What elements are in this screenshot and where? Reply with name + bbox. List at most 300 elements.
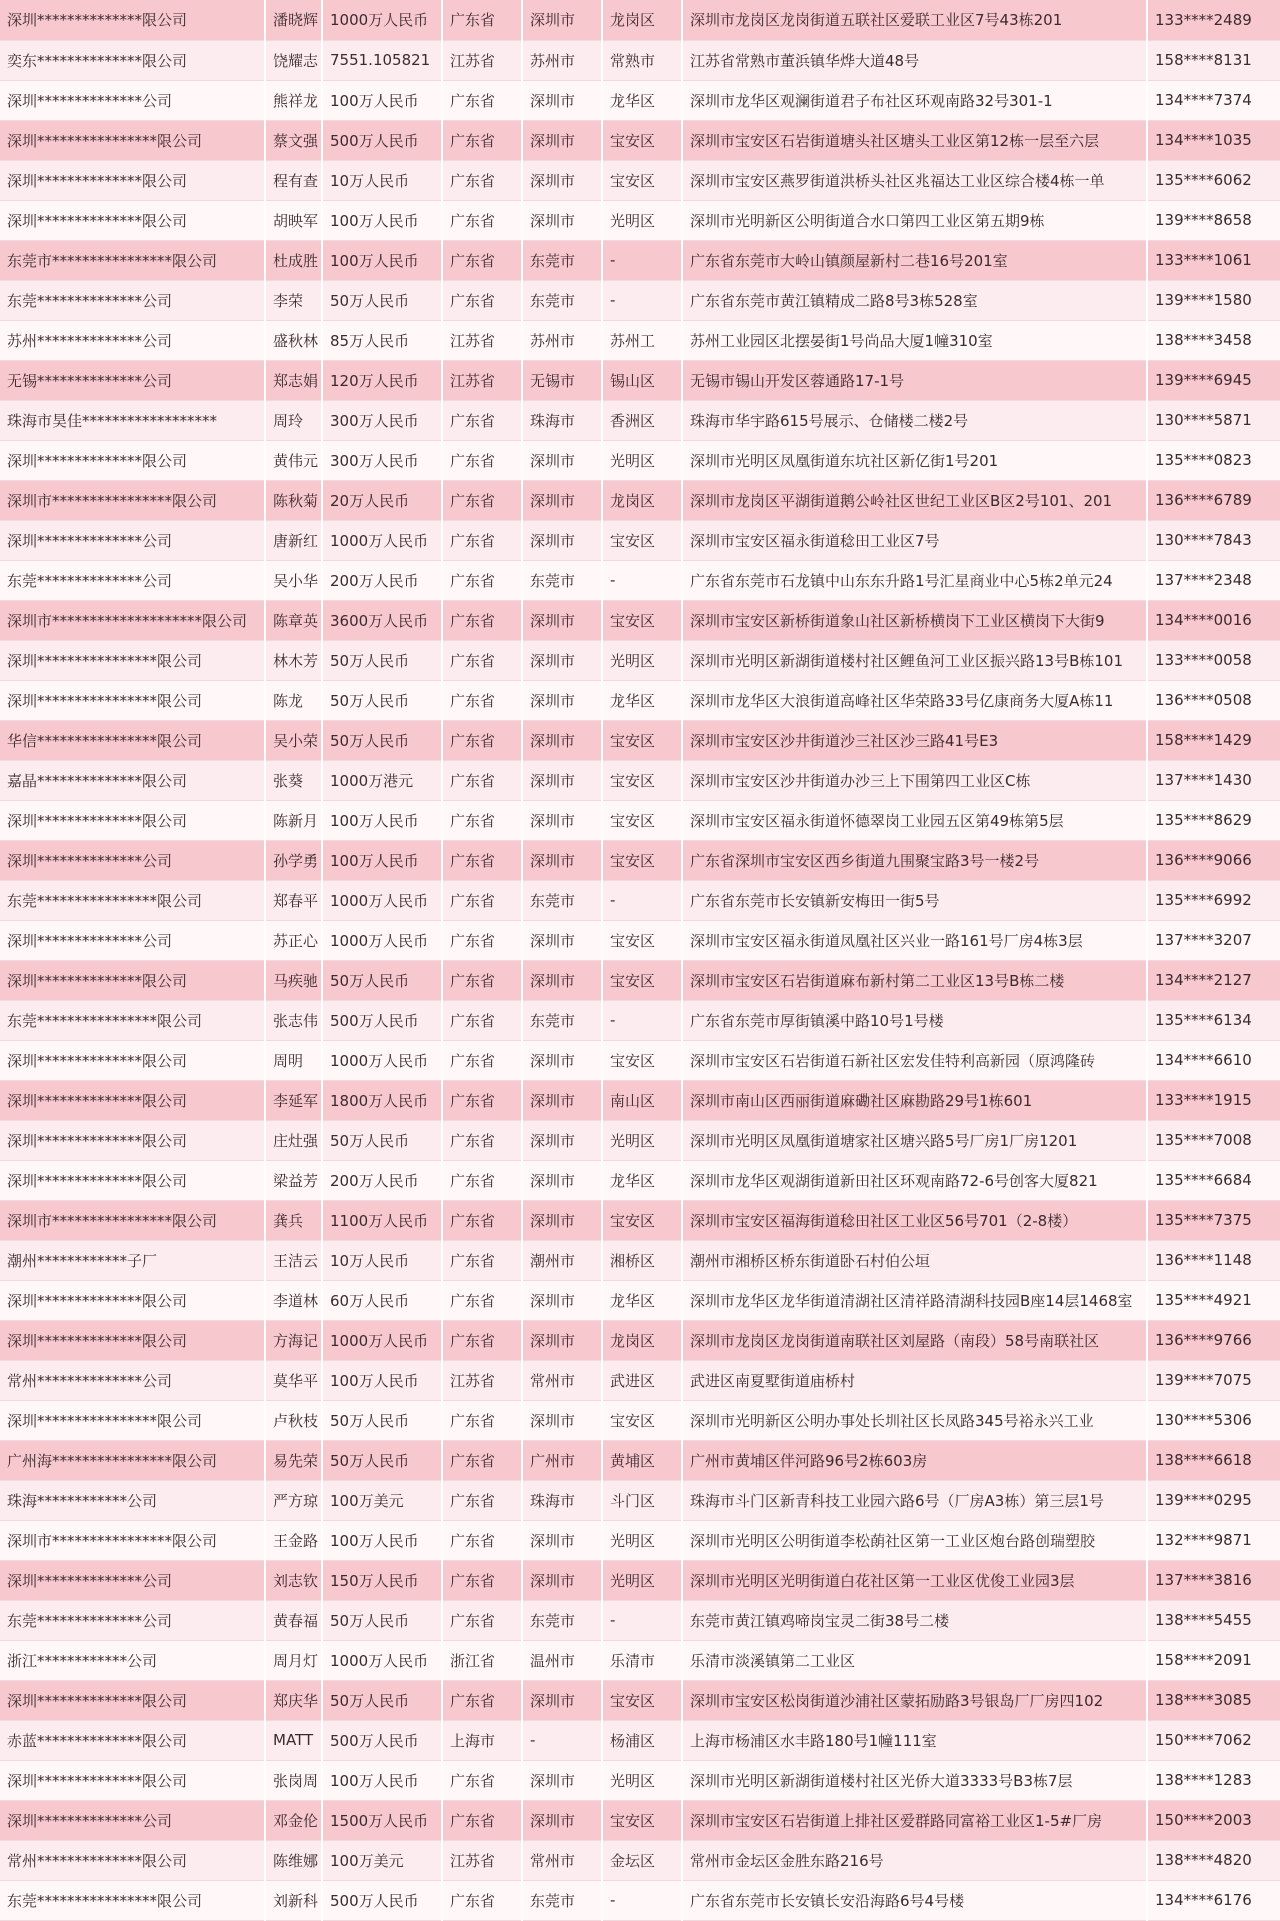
registered-capital-cell: 500万人民币 xyxy=(322,1000,442,1040)
district-cell: 龙华区 xyxy=(602,1160,682,1200)
city-cell: 常州市 xyxy=(522,1360,602,1400)
address-cell: 深圳市宝安区福永街道稔田工业区7号 xyxy=(682,520,1147,560)
province-cell: 广东省 xyxy=(442,1560,522,1600)
district-cell: 宝安区 xyxy=(602,920,682,960)
table-row xyxy=(0,80,1280,120)
registered-capital-cell: 100万人民币 xyxy=(322,800,442,840)
registered-capital-cell: 100万人民币 xyxy=(322,80,442,120)
address-cell: 珠海市华宇路615号展示、仓储楼二楼2号 xyxy=(682,400,1147,440)
table-row xyxy=(0,680,1280,720)
province-cell: 广东省 xyxy=(442,1320,522,1360)
phone-cell: 137****1430 xyxy=(1147,760,1280,800)
legal-person-cell: 杜成胜 xyxy=(265,240,322,280)
city-cell: - xyxy=(522,1720,602,1760)
phone-cell: 135****6062 xyxy=(1147,160,1280,200)
table-row xyxy=(0,640,1280,680)
phone-cell: 138****3085 xyxy=(1147,1680,1280,1720)
phone-cell: 139****1580 xyxy=(1147,280,1280,320)
legal-person-cell: 刘新科 xyxy=(265,1880,322,1920)
registered-capital-cell: 50万人民币 xyxy=(322,640,442,680)
company-name-cell: 浙江************公司 xyxy=(0,1640,265,1680)
registered-capital-cell: 200万人民币 xyxy=(322,560,442,600)
company-name-cell: 深圳**************公司 xyxy=(0,1560,265,1600)
province-cell: 广东省 xyxy=(442,800,522,840)
registered-capital-cell: 3600万人民币 xyxy=(322,600,442,640)
company-name-cell: 奕东**************限公司 xyxy=(0,40,265,80)
company-name-cell: 深圳****************限公司 xyxy=(0,1400,265,1440)
address-cell: 深圳市光明区光明街道白花社区第一工业区优俊工业园3层 xyxy=(682,1560,1147,1600)
legal-person-cell: 盛秋林 xyxy=(265,320,322,360)
district-cell: 金坛区 xyxy=(602,1840,682,1880)
company-name-cell: 东莞****************限公司 xyxy=(0,1880,265,1920)
district-cell: 光明区 xyxy=(602,1120,682,1160)
phone-cell: 136****9066 xyxy=(1147,840,1280,880)
table-row xyxy=(0,160,1280,200)
district-cell: 宝安区 xyxy=(602,1680,682,1720)
registered-capital-cell: 100万人民币 xyxy=(322,1520,442,1560)
phone-cell: 135****8629 xyxy=(1147,800,1280,840)
address-cell: 深圳市宝安区石岩街道上排社区爱群路同富裕工业区1-5#厂房 xyxy=(682,1800,1147,1840)
table-row xyxy=(0,240,1280,280)
province-cell: 广东省 xyxy=(442,1160,522,1200)
phone-cell: 133****1061 xyxy=(1147,240,1280,280)
province-cell: 广东省 xyxy=(442,1520,522,1560)
address-cell: 广东省深圳市宝安区西乡街道九围聚宝路3号一楼2号 xyxy=(682,840,1147,880)
phone-cell: 139****8658 xyxy=(1147,200,1280,240)
address-cell: 深圳市宝安区燕罗街道洪桥头社区兆福达工业区综合楼4栋一单 xyxy=(682,160,1147,200)
province-cell: 广东省 xyxy=(442,1240,522,1280)
legal-person-cell: 饶耀志 xyxy=(265,40,322,80)
address-cell: 深圳市宝安区福永街道怀德翠岗工业园五区第49栋第5层 xyxy=(682,800,1147,840)
registered-capital-cell: 50万人民币 xyxy=(322,960,442,1000)
phone-cell: 136****0508 xyxy=(1147,680,1280,720)
phone-cell: 158****2091 xyxy=(1147,1640,1280,1680)
city-cell: 东莞市 xyxy=(522,1880,602,1920)
city-cell: 潮州市 xyxy=(522,1240,602,1280)
city-cell: 东莞市 xyxy=(522,1600,602,1640)
province-cell: 广东省 xyxy=(442,280,522,320)
district-cell: 宝安区 xyxy=(602,800,682,840)
table-row xyxy=(0,1440,1280,1480)
district-cell: 斗门区 xyxy=(602,1480,682,1520)
address-cell: 广东省东莞市石龙镇中山东东升路1号汇星商业中心5栋2单元24 xyxy=(682,560,1147,600)
legal-person-cell: 周玲 xyxy=(265,400,322,440)
address-cell: 深圳市宝安区沙井街道办沙三上下围第四工业区C栋 xyxy=(682,760,1147,800)
address-cell: 深圳市宝安区福海街道稔田社区工业区56号701（2-8楼） xyxy=(682,1200,1147,1240)
province-cell: 广东省 xyxy=(442,1760,522,1800)
legal-person-cell: 方海记 xyxy=(265,1320,322,1360)
registered-capital-cell: 300万人民币 xyxy=(322,400,442,440)
province-cell: 广东省 xyxy=(442,160,522,200)
registered-capital-cell: 60万人民币 xyxy=(322,1280,442,1320)
legal-person-cell: 林木芳 xyxy=(265,640,322,680)
legal-person-cell: 陈维娜 xyxy=(265,1840,322,1880)
company-name-cell: 深圳**************限公司 xyxy=(0,200,265,240)
phone-cell: 135****7008 xyxy=(1147,1120,1280,1160)
district-cell: 宝安区 xyxy=(602,840,682,880)
district-cell: 宝安区 xyxy=(602,760,682,800)
phone-cell: 139****6945 xyxy=(1147,360,1280,400)
phone-cell: 133****2489 xyxy=(1147,0,1280,40)
table-row xyxy=(0,960,1280,1000)
registered-capital-cell: 50万人民币 xyxy=(322,1400,442,1440)
company-name-cell: 赤蓝**************限公司 xyxy=(0,1720,265,1760)
district-cell: 宝安区 xyxy=(602,960,682,1000)
phone-cell: 138****4820 xyxy=(1147,1840,1280,1880)
company-name-cell: 常州**************限公司 xyxy=(0,1840,265,1880)
phone-cell: 139****7075 xyxy=(1147,1360,1280,1400)
table-row xyxy=(0,480,1280,520)
table-row xyxy=(0,1480,1280,1520)
legal-person-cell: 黄春福 xyxy=(265,1600,322,1640)
legal-person-cell: 潘晓辉 xyxy=(265,0,322,40)
province-cell: 广东省 xyxy=(442,1040,522,1080)
province-cell: 广东省 xyxy=(442,1600,522,1640)
city-cell: 东莞市 xyxy=(522,880,602,920)
city-cell: 深圳市 xyxy=(522,1200,602,1240)
company-name-cell: 东莞****************限公司 xyxy=(0,880,265,920)
district-cell: 宝安区 xyxy=(602,1800,682,1840)
table-row xyxy=(0,1720,1280,1760)
table-row xyxy=(0,1040,1280,1080)
phone-cell: 137****3816 xyxy=(1147,1560,1280,1600)
phone-cell: 136****9766 xyxy=(1147,1320,1280,1360)
phone-cell: 132****9871 xyxy=(1147,1520,1280,1560)
province-cell: 广东省 xyxy=(442,1880,522,1920)
district-cell: - xyxy=(602,1600,682,1640)
province-cell: 广东省 xyxy=(442,480,522,520)
phone-cell: 130****7843 xyxy=(1147,520,1280,560)
address-cell: 潮州市湘桥区桥东街道卧石村伯公垣 xyxy=(682,1240,1147,1280)
province-cell: 江苏省 xyxy=(442,320,522,360)
registered-capital-cell: 50万人民币 xyxy=(322,680,442,720)
district-cell: 光明区 xyxy=(602,640,682,680)
address-cell: 深圳市光明区凤凰街道东坑社区新亿街1号201 xyxy=(682,440,1147,480)
registered-capital-cell: 100万人民币 xyxy=(322,200,442,240)
registered-capital-cell: 85万人民币 xyxy=(322,320,442,360)
table-row xyxy=(0,1000,1280,1040)
table-row xyxy=(0,600,1280,640)
phone-cell: 158****8131 xyxy=(1147,40,1280,80)
province-cell: 广东省 xyxy=(442,1200,522,1240)
province-cell: 江苏省 xyxy=(442,360,522,400)
phone-cell: 134****7374 xyxy=(1147,80,1280,120)
registered-capital-cell: 1500万人民币 xyxy=(322,1800,442,1840)
city-cell: 深圳市 xyxy=(522,80,602,120)
table-row xyxy=(0,560,1280,600)
city-cell: 深圳市 xyxy=(522,1120,602,1160)
province-cell: 广东省 xyxy=(442,1800,522,1840)
legal-person-cell: 卢秋枝 xyxy=(265,1400,322,1440)
phone-cell: 134****6176 xyxy=(1147,1880,1280,1920)
phone-cell: 137****2348 xyxy=(1147,560,1280,600)
company-name-cell: 深圳****************限公司 xyxy=(0,120,265,160)
province-cell: 广东省 xyxy=(442,920,522,960)
phone-cell: 138****6618 xyxy=(1147,1440,1280,1480)
province-cell: 广东省 xyxy=(442,120,522,160)
company-name-cell: 深圳**************限公司 xyxy=(0,0,265,40)
address-cell: 深圳市龙岗区龙岗街道南联社区刘屋路（南段）58号南联社区 xyxy=(682,1320,1147,1360)
province-cell: 广东省 xyxy=(442,200,522,240)
legal-person-cell: 王金路 xyxy=(265,1520,322,1560)
company-name-cell: 东莞市****************限公司 xyxy=(0,240,265,280)
phone-cell: 135****7375 xyxy=(1147,1200,1280,1240)
registered-capital-cell: 500万人民币 xyxy=(322,120,442,160)
city-cell: 深圳市 xyxy=(522,920,602,960)
phone-cell: 135****6134 xyxy=(1147,1000,1280,1040)
registered-capital-cell: 100万人民币 xyxy=(322,240,442,280)
company-name-cell: 深圳市****************限公司 xyxy=(0,1520,265,1560)
table-row xyxy=(0,1880,1280,1920)
phone-cell: 150****2003 xyxy=(1147,1800,1280,1840)
registered-capital-cell: 100万人民币 xyxy=(322,840,442,880)
address-cell: 深圳市宝安区石岩街道麻布新村第二工业区13号B栋二楼 xyxy=(682,960,1147,1000)
district-cell: 龙岗区 xyxy=(602,0,682,40)
table-row xyxy=(0,1520,1280,1560)
province-cell: 上海市 xyxy=(442,1720,522,1760)
city-cell: 深圳市 xyxy=(522,760,602,800)
company-name-cell: 深圳**************限公司 xyxy=(0,1040,265,1080)
company-name-cell: 深圳**************限公司 xyxy=(0,1120,265,1160)
table-row xyxy=(0,1080,1280,1120)
address-cell: 深圳市宝安区福永街道凤凰社区兴业一路161号厂房4栋3层 xyxy=(682,920,1147,960)
district-cell: - xyxy=(602,560,682,600)
registered-capital-cell: 120万人民币 xyxy=(322,360,442,400)
registered-capital-cell: 150万人民币 xyxy=(322,1560,442,1600)
legal-person-cell: 刘志钦 xyxy=(265,1560,322,1600)
address-cell: 深圳市龙华区观澜街道君子布社区环观南路32号301-1 xyxy=(682,80,1147,120)
registered-capital-cell: 100万美元 xyxy=(322,1480,442,1520)
legal-person-cell: 易先荣 xyxy=(265,1440,322,1480)
district-cell: 武进区 xyxy=(602,1360,682,1400)
company-name-cell: 华信****************限公司 xyxy=(0,720,265,760)
table-row xyxy=(0,200,1280,240)
city-cell: 深圳市 xyxy=(522,0,602,40)
city-cell: 无锡市 xyxy=(522,360,602,400)
province-cell: 广东省 xyxy=(442,640,522,680)
province-cell: 广东省 xyxy=(442,1400,522,1440)
table-row xyxy=(0,1600,1280,1640)
company-name-cell: 深圳**************限公司 xyxy=(0,1760,265,1800)
table-row xyxy=(0,1280,1280,1320)
legal-person-cell: 莫华平 xyxy=(265,1360,322,1400)
table-row xyxy=(0,1800,1280,1840)
district-cell: 乐清市 xyxy=(602,1640,682,1680)
legal-person-cell: 陈龙 xyxy=(265,680,322,720)
district-cell: 龙华区 xyxy=(602,80,682,120)
address-cell: 武进区南夏墅街道庙桥村 xyxy=(682,1360,1147,1400)
phone-cell: 135****4921 xyxy=(1147,1280,1280,1320)
registered-capital-cell: 1800万人民币 xyxy=(322,1080,442,1120)
city-cell: 深圳市 xyxy=(522,1160,602,1200)
city-cell: 深圳市 xyxy=(522,1760,602,1800)
province-cell: 广东省 xyxy=(442,960,522,1000)
city-cell: 深圳市 xyxy=(522,1400,602,1440)
legal-person-cell: MATT xyxy=(265,1720,322,1760)
district-cell: 宝安区 xyxy=(602,1200,682,1240)
registered-capital-cell: 50万人民币 xyxy=(322,720,442,760)
company-name-cell: 珠海************公司 xyxy=(0,1480,265,1520)
registered-capital-cell: 1000万人民币 xyxy=(322,1040,442,1080)
district-cell: 宝安区 xyxy=(602,120,682,160)
address-cell: 深圳市宝安区新桥街道象山社区新桥横岗下工业区横岗下大街9 xyxy=(682,600,1147,640)
district-cell: 宝安区 xyxy=(602,1040,682,1080)
legal-person-cell: 周明 xyxy=(265,1040,322,1080)
address-cell: 东莞市黄江镇鸡啼岗宝灵二街38号二楼 xyxy=(682,1600,1147,1640)
address-cell: 深圳市光明区凤凰街道塘家社区塘兴路5号厂房1厂房1201 xyxy=(682,1120,1147,1160)
address-cell: 深圳市光明区公明街道李松蓢社区第一工业区炮台路创瑞塑胶 xyxy=(682,1520,1147,1560)
phone-cell: 139****0295 xyxy=(1147,1480,1280,1520)
city-cell: 常州市 xyxy=(522,1840,602,1880)
legal-person-cell: 梁益芳 xyxy=(265,1160,322,1200)
phone-cell: 136****1148 xyxy=(1147,1240,1280,1280)
province-cell: 江苏省 xyxy=(442,1840,522,1880)
legal-person-cell: 庄灶强 xyxy=(265,1120,322,1160)
registered-capital-cell: 100万人民币 xyxy=(322,1360,442,1400)
city-cell: 温州市 xyxy=(522,1640,602,1680)
district-cell: 锡山区 xyxy=(602,360,682,400)
address-cell: 无锡市锡山开发区蓉通路17-1号 xyxy=(682,360,1147,400)
table-row xyxy=(0,1200,1280,1240)
legal-person-cell: 黄伟元 xyxy=(265,440,322,480)
province-cell: 广东省 xyxy=(442,1280,522,1320)
province-cell: 广东省 xyxy=(442,240,522,280)
legal-person-cell: 王洁云 xyxy=(265,1240,322,1280)
district-cell: 光明区 xyxy=(602,1520,682,1560)
address-cell: 上海市杨浦区水丰路180号1幢111室 xyxy=(682,1720,1147,1760)
province-cell: 广东省 xyxy=(442,840,522,880)
city-cell: 深圳市 xyxy=(522,600,602,640)
table-row xyxy=(0,400,1280,440)
address-cell: 乐清市淡溪镇第二工业区 xyxy=(682,1640,1147,1680)
table-row xyxy=(0,1840,1280,1880)
legal-person-cell: 程有查 xyxy=(265,160,322,200)
address-cell: 江苏省常熟市董浜镇华烨大道48号 xyxy=(682,40,1147,80)
district-cell: 宝安区 xyxy=(602,600,682,640)
registered-capital-cell: 1000万人民币 xyxy=(322,520,442,560)
company-name-cell: 嘉晶**************限公司 xyxy=(0,760,265,800)
address-cell: 广东省东莞市大岭山镇颜屋新村二巷16号201室 xyxy=(682,240,1147,280)
company-name-cell: 深圳**************限公司 xyxy=(0,800,265,840)
company-name-cell: 深圳****************限公司 xyxy=(0,680,265,720)
city-cell: 深圳市 xyxy=(522,440,602,480)
table-row xyxy=(0,40,1280,80)
address-cell: 深圳市龙华区龙华街道清湖社区清祥路清湖科技园B座14层1468室 xyxy=(682,1280,1147,1320)
legal-person-cell: 孙学勇 xyxy=(265,840,322,880)
phone-cell: 134****2127 xyxy=(1147,960,1280,1000)
legal-person-cell: 胡映军 xyxy=(265,200,322,240)
phone-cell: 133****1915 xyxy=(1147,1080,1280,1120)
address-cell: 广东省东莞市长安镇新安梅田一街5号 xyxy=(682,880,1147,920)
city-cell: 深圳市 xyxy=(522,160,602,200)
province-cell: 广东省 xyxy=(442,1440,522,1480)
district-cell: 香洲区 xyxy=(602,400,682,440)
district-cell: 宝安区 xyxy=(602,160,682,200)
table-row xyxy=(0,760,1280,800)
address-cell: 深圳市龙岗区平湖街道鹅公岭社区世纪工业区B区2号101、201 xyxy=(682,480,1147,520)
city-cell: 深圳市 xyxy=(522,840,602,880)
legal-person-cell: 张葵 xyxy=(265,760,322,800)
company-name-cell: 珠海市昊佳****************** xyxy=(0,400,265,440)
address-cell: 深圳市宝安区沙井街道沙三社区沙三路41号E3 xyxy=(682,720,1147,760)
legal-person-cell: 李延军 xyxy=(265,1080,322,1120)
registered-capital-cell: 100万人民币 xyxy=(322,1760,442,1800)
province-cell: 浙江省 xyxy=(442,1640,522,1680)
registered-capital-cell: 50万人民币 xyxy=(322,1680,442,1720)
province-cell: 广东省 xyxy=(442,440,522,480)
city-cell: 深圳市 xyxy=(522,120,602,160)
phone-cell: 134****6610 xyxy=(1147,1040,1280,1080)
address-cell: 珠海市斗门区新青科技工业园六路6号（厂房A3栋）第三层1号 xyxy=(682,1480,1147,1520)
table-row xyxy=(0,800,1280,840)
company-name-cell: 潮州************子厂 xyxy=(0,1240,265,1280)
district-cell: 南山区 xyxy=(602,1080,682,1120)
city-cell: 深圳市 xyxy=(522,1040,602,1080)
legal-person-cell: 马疾驰 xyxy=(265,960,322,1000)
address-cell: 深圳市光明新区公明街道合水口第四工业区第五期9栋 xyxy=(682,200,1147,240)
registered-capital-cell: 100万美元 xyxy=(322,1840,442,1880)
district-cell: - xyxy=(602,1000,682,1040)
registered-capital-cell: 20万人民币 xyxy=(322,480,442,520)
district-cell: 杨浦区 xyxy=(602,1720,682,1760)
address-cell: 深圳市宝安区石岩街道石新社区宏发佳特利高新园（原鸿隆砖 xyxy=(682,1040,1147,1080)
phone-cell: 135****6684 xyxy=(1147,1160,1280,1200)
registered-capital-cell: 1000万人民币 xyxy=(322,1640,442,1680)
district-cell: - xyxy=(602,280,682,320)
province-cell: 广东省 xyxy=(442,1000,522,1040)
table-row xyxy=(0,1160,1280,1200)
city-cell: 深圳市 xyxy=(522,480,602,520)
district-cell: 光明区 xyxy=(602,1560,682,1600)
company-name-cell: 深圳**************限公司 xyxy=(0,1280,265,1320)
legal-person-cell: 邓金伦 xyxy=(265,1800,322,1840)
phone-cell: 138****3458 xyxy=(1147,320,1280,360)
address-cell: 深圳市宝安区松岗街道沙浦社区蒙拓励路3号银岛厂厂房四102 xyxy=(682,1680,1147,1720)
legal-person-cell: 郑春平 xyxy=(265,880,322,920)
city-cell: 深圳市 xyxy=(522,1680,602,1720)
province-cell: 广东省 xyxy=(442,1080,522,1120)
city-cell: 深圳市 xyxy=(522,1080,602,1120)
phone-cell: 134****1035 xyxy=(1147,120,1280,160)
city-cell: 深圳市 xyxy=(522,1320,602,1360)
company-name-cell: 深圳市********************限公司 xyxy=(0,600,265,640)
company-name-cell: 深圳**************公司 xyxy=(0,920,265,960)
legal-person-cell: 周月灯 xyxy=(265,1640,322,1680)
phone-cell: 136****6789 xyxy=(1147,480,1280,520)
registered-capital-cell: 1000万人民币 xyxy=(322,920,442,960)
district-cell: 光明区 xyxy=(602,440,682,480)
company-name-cell: 深圳**************限公司 xyxy=(0,960,265,1000)
address-cell: 广东省东莞市厚街镇溪中路10号1号楼 xyxy=(682,1000,1147,1040)
table-row xyxy=(0,520,1280,560)
company-name-cell: 深圳**************限公司 xyxy=(0,1320,265,1360)
district-cell: 常熟市 xyxy=(602,40,682,80)
phone-cell: 150****7062 xyxy=(1147,1720,1280,1760)
company-name-cell: 深圳**************公司 xyxy=(0,520,265,560)
registered-capital-cell: 500万人民币 xyxy=(322,1880,442,1920)
legal-person-cell: 李荣 xyxy=(265,280,322,320)
registered-capital-cell: 10万人民币 xyxy=(322,160,442,200)
address-cell: 广东省东莞市黄江镇精成二路8号3栋528室 xyxy=(682,280,1147,320)
phone-cell: 135****0823 xyxy=(1147,440,1280,480)
phone-cell: 134****0016 xyxy=(1147,600,1280,640)
registered-capital-cell: 50万人民币 xyxy=(322,1440,442,1480)
phone-cell: 133****0058 xyxy=(1147,640,1280,680)
address-cell: 广东省东莞市长安镇长安沿海路6号4号楼 xyxy=(682,1880,1147,1920)
company-name-cell: 深圳**************公司 xyxy=(0,840,265,880)
city-cell: 深圳市 xyxy=(522,1280,602,1320)
company-name-cell: 深圳**************限公司 xyxy=(0,1680,265,1720)
